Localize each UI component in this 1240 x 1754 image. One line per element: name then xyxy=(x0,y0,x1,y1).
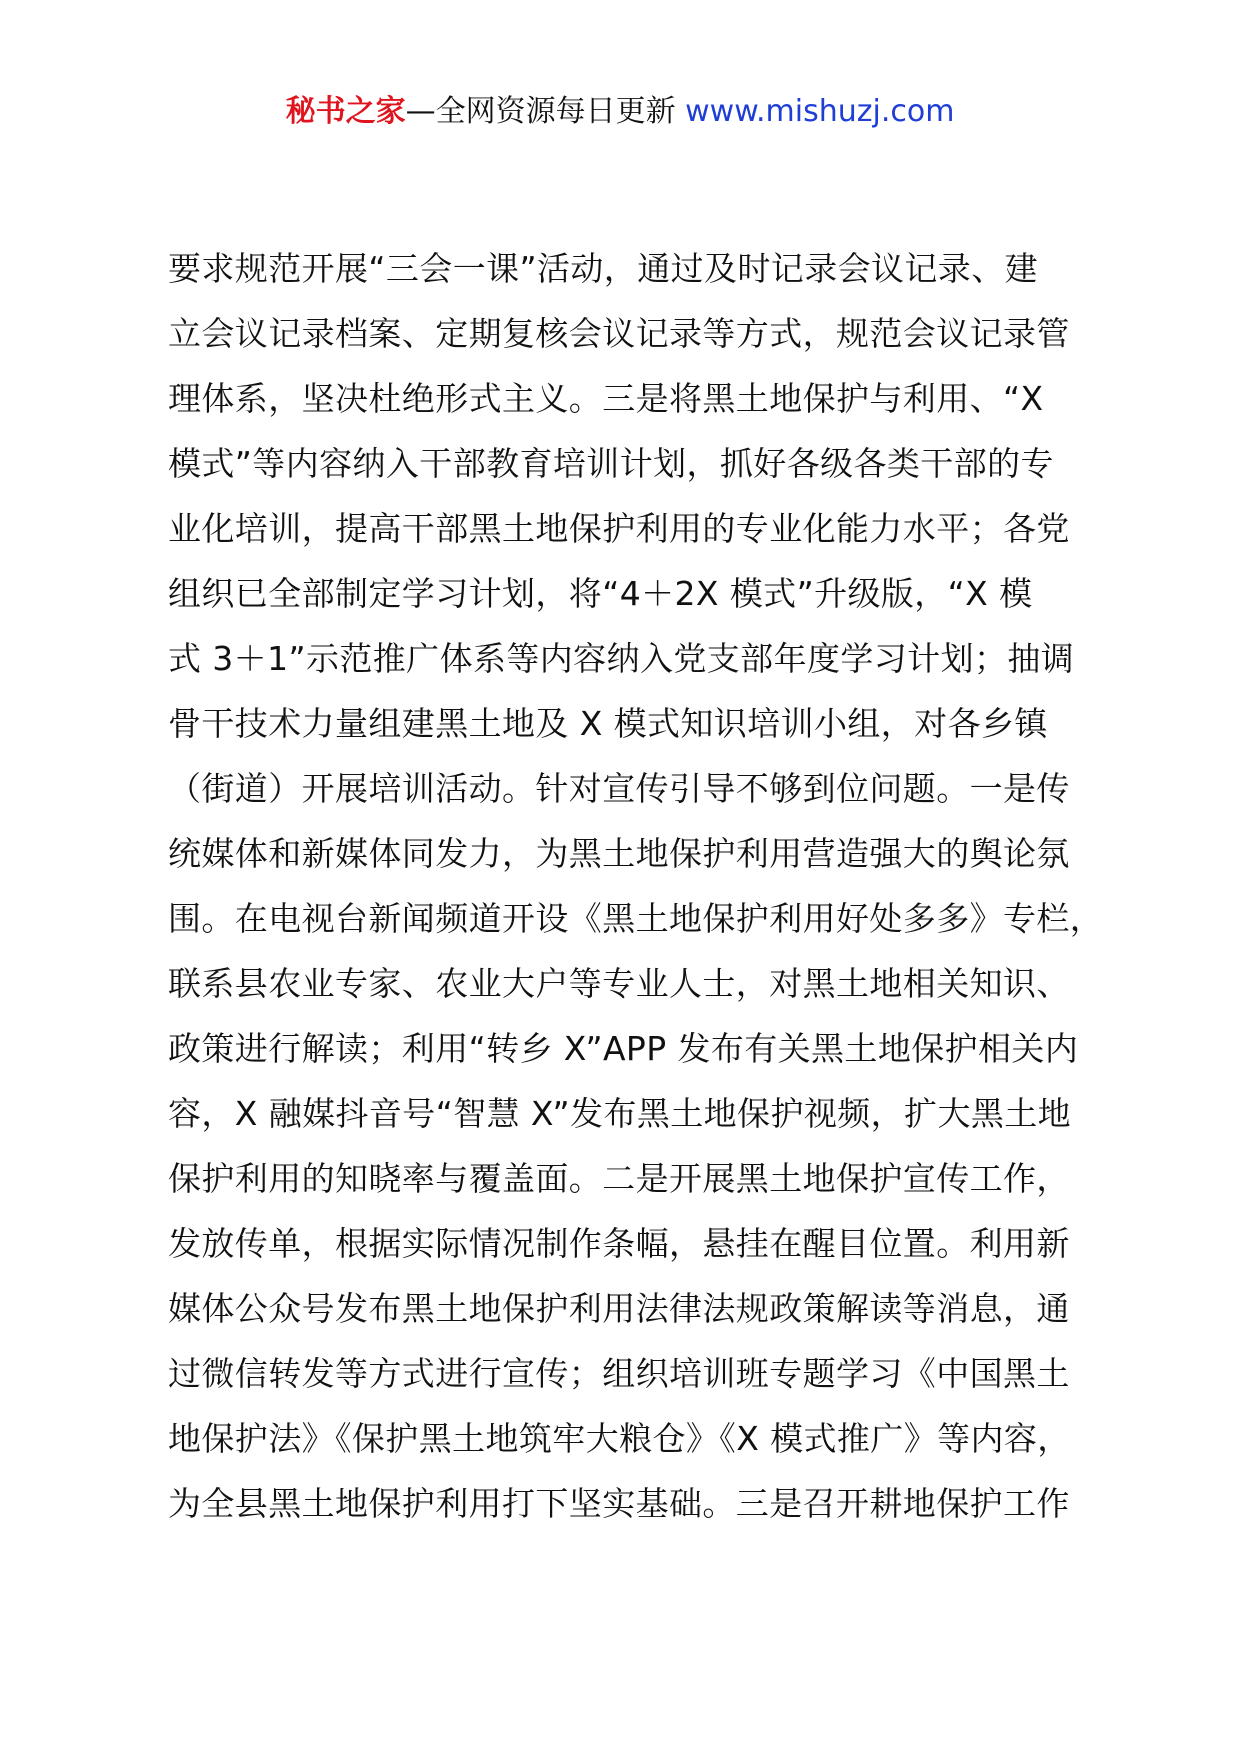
body-line: 联系县农业专家、农业大户等专业人士，对黑土地相关知识、 xyxy=(168,964,1070,1003)
body-line: 过微信转发等方式进行宣传；组织培训班专题学习《中国黑土 xyxy=(168,1354,1070,1393)
site-url-link[interactable]: www.mishuzj.com xyxy=(685,94,955,129)
body-line: 要求规范开展“三会一课”活动，通过及时记录会议记录、建 xyxy=(168,249,1038,288)
body-line: 式 3＋1”示范推广体系等内容纳入党支部年度学习计划；抽调 xyxy=(168,639,1075,678)
body-line: 为全县黑土地保护利用打下坚实基础。三是召开耕地保护工作 xyxy=(168,1484,1070,1523)
body-line: 模式”等内容纳入干部教育培训计划，抓好各级各类干部的专 xyxy=(168,444,1054,483)
site-tagline: —全网资源每日更新 xyxy=(405,94,686,129)
site-brand: 秘书之家 xyxy=(285,94,406,129)
body-line: 骨干技术力量组建黑土地及 X 模式知识培训小组，对各乡镇 xyxy=(168,704,1048,743)
body-line: 理体系，坚决杜绝形式主义。三是将黑土地保护与利用、“X xyxy=(168,379,1044,418)
body-line: 容，X 融媒抖音号“智慧 X”发布黑土地保护视频，扩大黑土地 xyxy=(168,1094,1072,1133)
page-header xyxy=(0,92,1240,132)
body-line: 立会议记录档案、定期复核会议记录等方式，规范会议记录管 xyxy=(168,314,1070,353)
body-line: 媒体公众号发布黑土地保护利用法律法规政策解读等消息，通 xyxy=(168,1289,1070,1328)
body-line: 业化培训，提高干部黑土地保护利用的专业化能力水平；各党 xyxy=(168,509,1070,548)
body-line: 围。在电视台新闻频道开设《黑土地保护利用好处多多》专栏， xyxy=(168,899,1104,938)
body-line: 发放传单，根据实际情况制作条幅，悬挂在醒目位置。利用新 xyxy=(168,1224,1070,1263)
body-line: 保护利用的知晓率与覆盖面。二是开展黑土地保护宣传工作， xyxy=(168,1159,1070,1198)
body-line: （街道）开展培训活动。针对宣传引导不够到位问题。一是传 xyxy=(168,769,1070,808)
body-line: 组织已全部制定学习计划，将“4＋2X 模式”升级版，“X 模 xyxy=(168,574,1033,613)
body-line: 地保护法》《保护黑土地筑牢大粮仓》《X 模式推广》等内容， xyxy=(168,1419,1071,1458)
body-line: 政策进行解读；利用“转乡 X”APP 发布有关黑土地保护相关内 xyxy=(168,1029,1079,1068)
document-body xyxy=(168,236,1104,1536)
body-line: 统媒体和新媒体同发力，为黑土地保护利用营造强大的舆论氛 xyxy=(168,834,1070,873)
